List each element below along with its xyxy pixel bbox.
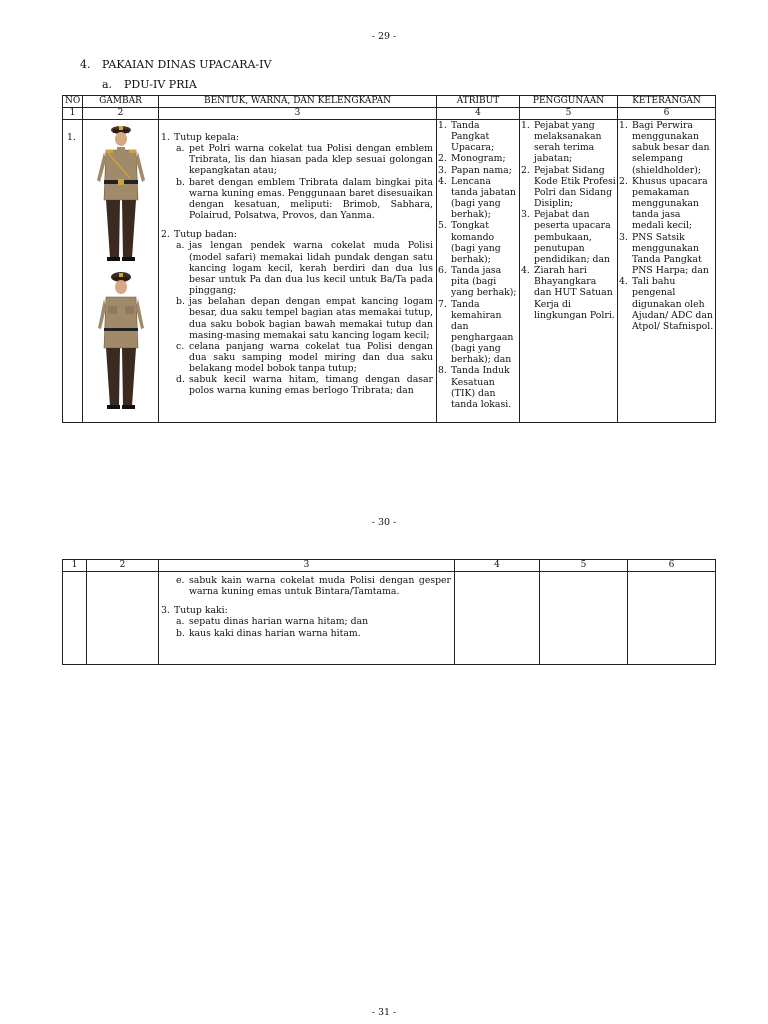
penggunaan-cell <box>520 120 618 423</box>
page-number: - 30 - <box>371 517 397 528</box>
officer-figures <box>86 120 156 420</box>
description-cell <box>159 120 437 423</box>
keterangan-cell <box>618 120 716 423</box>
list-item: a. pet Polri warna cokelat tua Polisi dengan emblem Tribrata, lis dan hiasan pada klep sesuai golongan kepangkatan atau; <box>176 143 433 177</box>
row-number: 1. <box>63 120 83 423</box>
list-item: 4. Lencana tanda jabatan (bagi yang berhak); <box>438 175 516 221</box>
officer-figure-cap <box>97 126 145 261</box>
list-item: 2. Pejabat Sidang Kode Etik Profesi Polri dan Sidang Disiplin; <box>521 164 616 210</box>
list-item: 4. Ziarah hari Bhayangkara dan HUT Satuan Kerja di lingkungan Polri. <box>521 265 615 321</box>
section-heading: 4. PAKAIAN DINAS UPACARA-IV <box>80 58 272 71</box>
list-item: 2. Khusus upacara pemakaman menggunakan tanda jasa medali kecil; <box>619 175 708 232</box>
figure-cell <box>83 120 159 423</box>
list-item: e. sabuk kain warna cokelat muda Polisi dengan gesper warna kuning emas untuk Bintara/Tamtama. <box>176 575 451 598</box>
list-item: a. jas lengan pendek warna cokelat muda Polisi (model safari) memakai lidah pundak dengan satu kancing logam kecil, kerah berdiri dan dua lus besar untuk Pa dan dua lus kecil untuk Ba/Ta pada pinggang; <box>176 240 433 297</box>
list-item: 2. Monogram; <box>438 153 506 165</box>
header-bentuk: BENTUK, WARNA, DAN KELENGKAPAN <box>159 96 437 108</box>
list-item: 2. Tutup badan: a. jas lengan pendek warna cokelat muda Polisi (model safari) memakai lidah pundak dengan satu kancing logam kecil, kerah berdiri dan dua lus besar untuk Pa dan dua lus kecil untuk Ba/Ta pada pinggang; b. jas belahan depan dengan empat kancing logam besar, dua saku tempel bagian atas memakai tutup, dua saku bobok bagian bawah memakai tutup dan masing-masing memakai satu kancing logam kecil; c. celana panjang warna cokelat tua Polisi dengan dua saku samping model miring dan dua saku belakang model bobok tanpa tutup; d. sabuk kecil warna hitam, timang dengan dasar polos warna kuning emas berlogo Tribrata; dan <box>161 229 433 397</box>
uniform-table <box>62 95 716 423</box>
page-number: - 31 - <box>371 1007 397 1018</box>
page-number: - 29 - <box>371 31 397 42</box>
list-item: 8. Tanda Induk Kesatuan (TIK) dan tanda lokasi. <box>438 365 512 410</box>
list-item: 5. Tongkat komando (bagi yang berhak); <box>438 220 501 265</box>
list-item: 1. Tanda Pangkat Upacara; <box>438 120 495 154</box>
list-item: d. sabuk kecil warna hitam, timang dengan dasar polos warna kuning emas berlogo Tribrata; dan <box>176 374 433 397</box>
header-no: NO <box>63 96 83 108</box>
list-item: 3. Pejabat dan peserta upacara pembukaan, penutupan pendidikan; dan <box>521 209 611 265</box>
subsection-heading: a. PDU-IV PRIA <box>102 78 197 91</box>
list-item: 4. Tali bahu pengenal digunakan oleh Ajudan/ ADC dan Atpol/ Stafnispol. <box>619 276 714 332</box>
table-row <box>63 120 716 423</box>
uniform-illustration <box>86 120 156 420</box>
table-row <box>63 572 716 665</box>
header-keterangan: KETERANGAN <box>618 96 716 108</box>
header-atribut: ATRIBUT <box>437 96 520 108</box>
list-item: c. celana panjang warna cokelat tua Polisi dengan dua saku samping model miring dan dua saku belakang model bobok tanpa tutup; <box>176 340 433 375</box>
list-item: b. kaus kaki dinas harian warna hitam. <box>176 627 361 639</box>
list-item: 3. PNS Satsik menggunakan Tanda Pangkat PNS Harpa; dan <box>619 231 709 277</box>
list-item: a. sepatu dinas harian warna hitam; dan <box>176 616 369 628</box>
description-cell <box>159 572 455 665</box>
list-item: b. jas belahan depan dengan empat kancing logam besar, dua saku tempel bagian atas memakai tutup, dua saku bobok bagian bawah memakai tutup dan masing-masing memakai satu kancing logam kecil; <box>176 296 433 341</box>
uniform-table-continued <box>62 559 716 665</box>
list-item: 3. Tutup kaki: a. sepatu dinas harian warna hitam; dan b. kaus kaki dinas harian warna hitam. <box>161 605 451 638</box>
header-gambar: GAMBAR <box>83 96 159 108</box>
list-item: 1. Tutup kepala: a. pet Polri warna cokelat tua Polisi dengan emblem Tribrata, lis dan hiasan pada klep sesuai golongan kepangkatan atau; b. baret dengan emblem Tribrata dalam bingkai pita warna kuning emas. Penggunaan baret disesuaikan dengan kesatuan, meliputi: Brimob, Sabhara, Polairud, Polsatwa, Provos, dan Yanma. <box>161 132 433 222</box>
list-item: b. baret dengan emblem Tribrata dalam bingkai pita warna kuning emas. Penggunaan baret disesuaikan dengan kesatuan, meliputi: Brimob, Sabhara, Polairud, Polsatwa, Provos, dan Yanma. <box>176 176 433 222</box>
header-penggunaan: PENGGUNAAN <box>520 96 618 108</box>
list-item: 6. Tanda jasa pita (bagi yang berhak); <box>438 265 517 299</box>
column-number-row: 1 2 3 4 5 6 <box>63 108 716 120</box>
header-row <box>63 96 716 108</box>
list-item: 7. Tanda kemahiran dan penghargaan (bagi yang berhak); dan <box>438 298 514 366</box>
list-item: 1. Bagi Perwira menggunakan sabuk besar dan selempang (shieldholder); <box>619 120 710 176</box>
list-item: 3. Papan nama; <box>438 164 512 176</box>
column-number-row: 1 2 3 4 5 6 <box>63 560 716 572</box>
atribut-cell <box>437 120 520 423</box>
officer-figure-beret <box>98 272 144 409</box>
list-item: 1. Pejabat yang melaksanakan serah terima jabatan; <box>521 120 602 165</box>
